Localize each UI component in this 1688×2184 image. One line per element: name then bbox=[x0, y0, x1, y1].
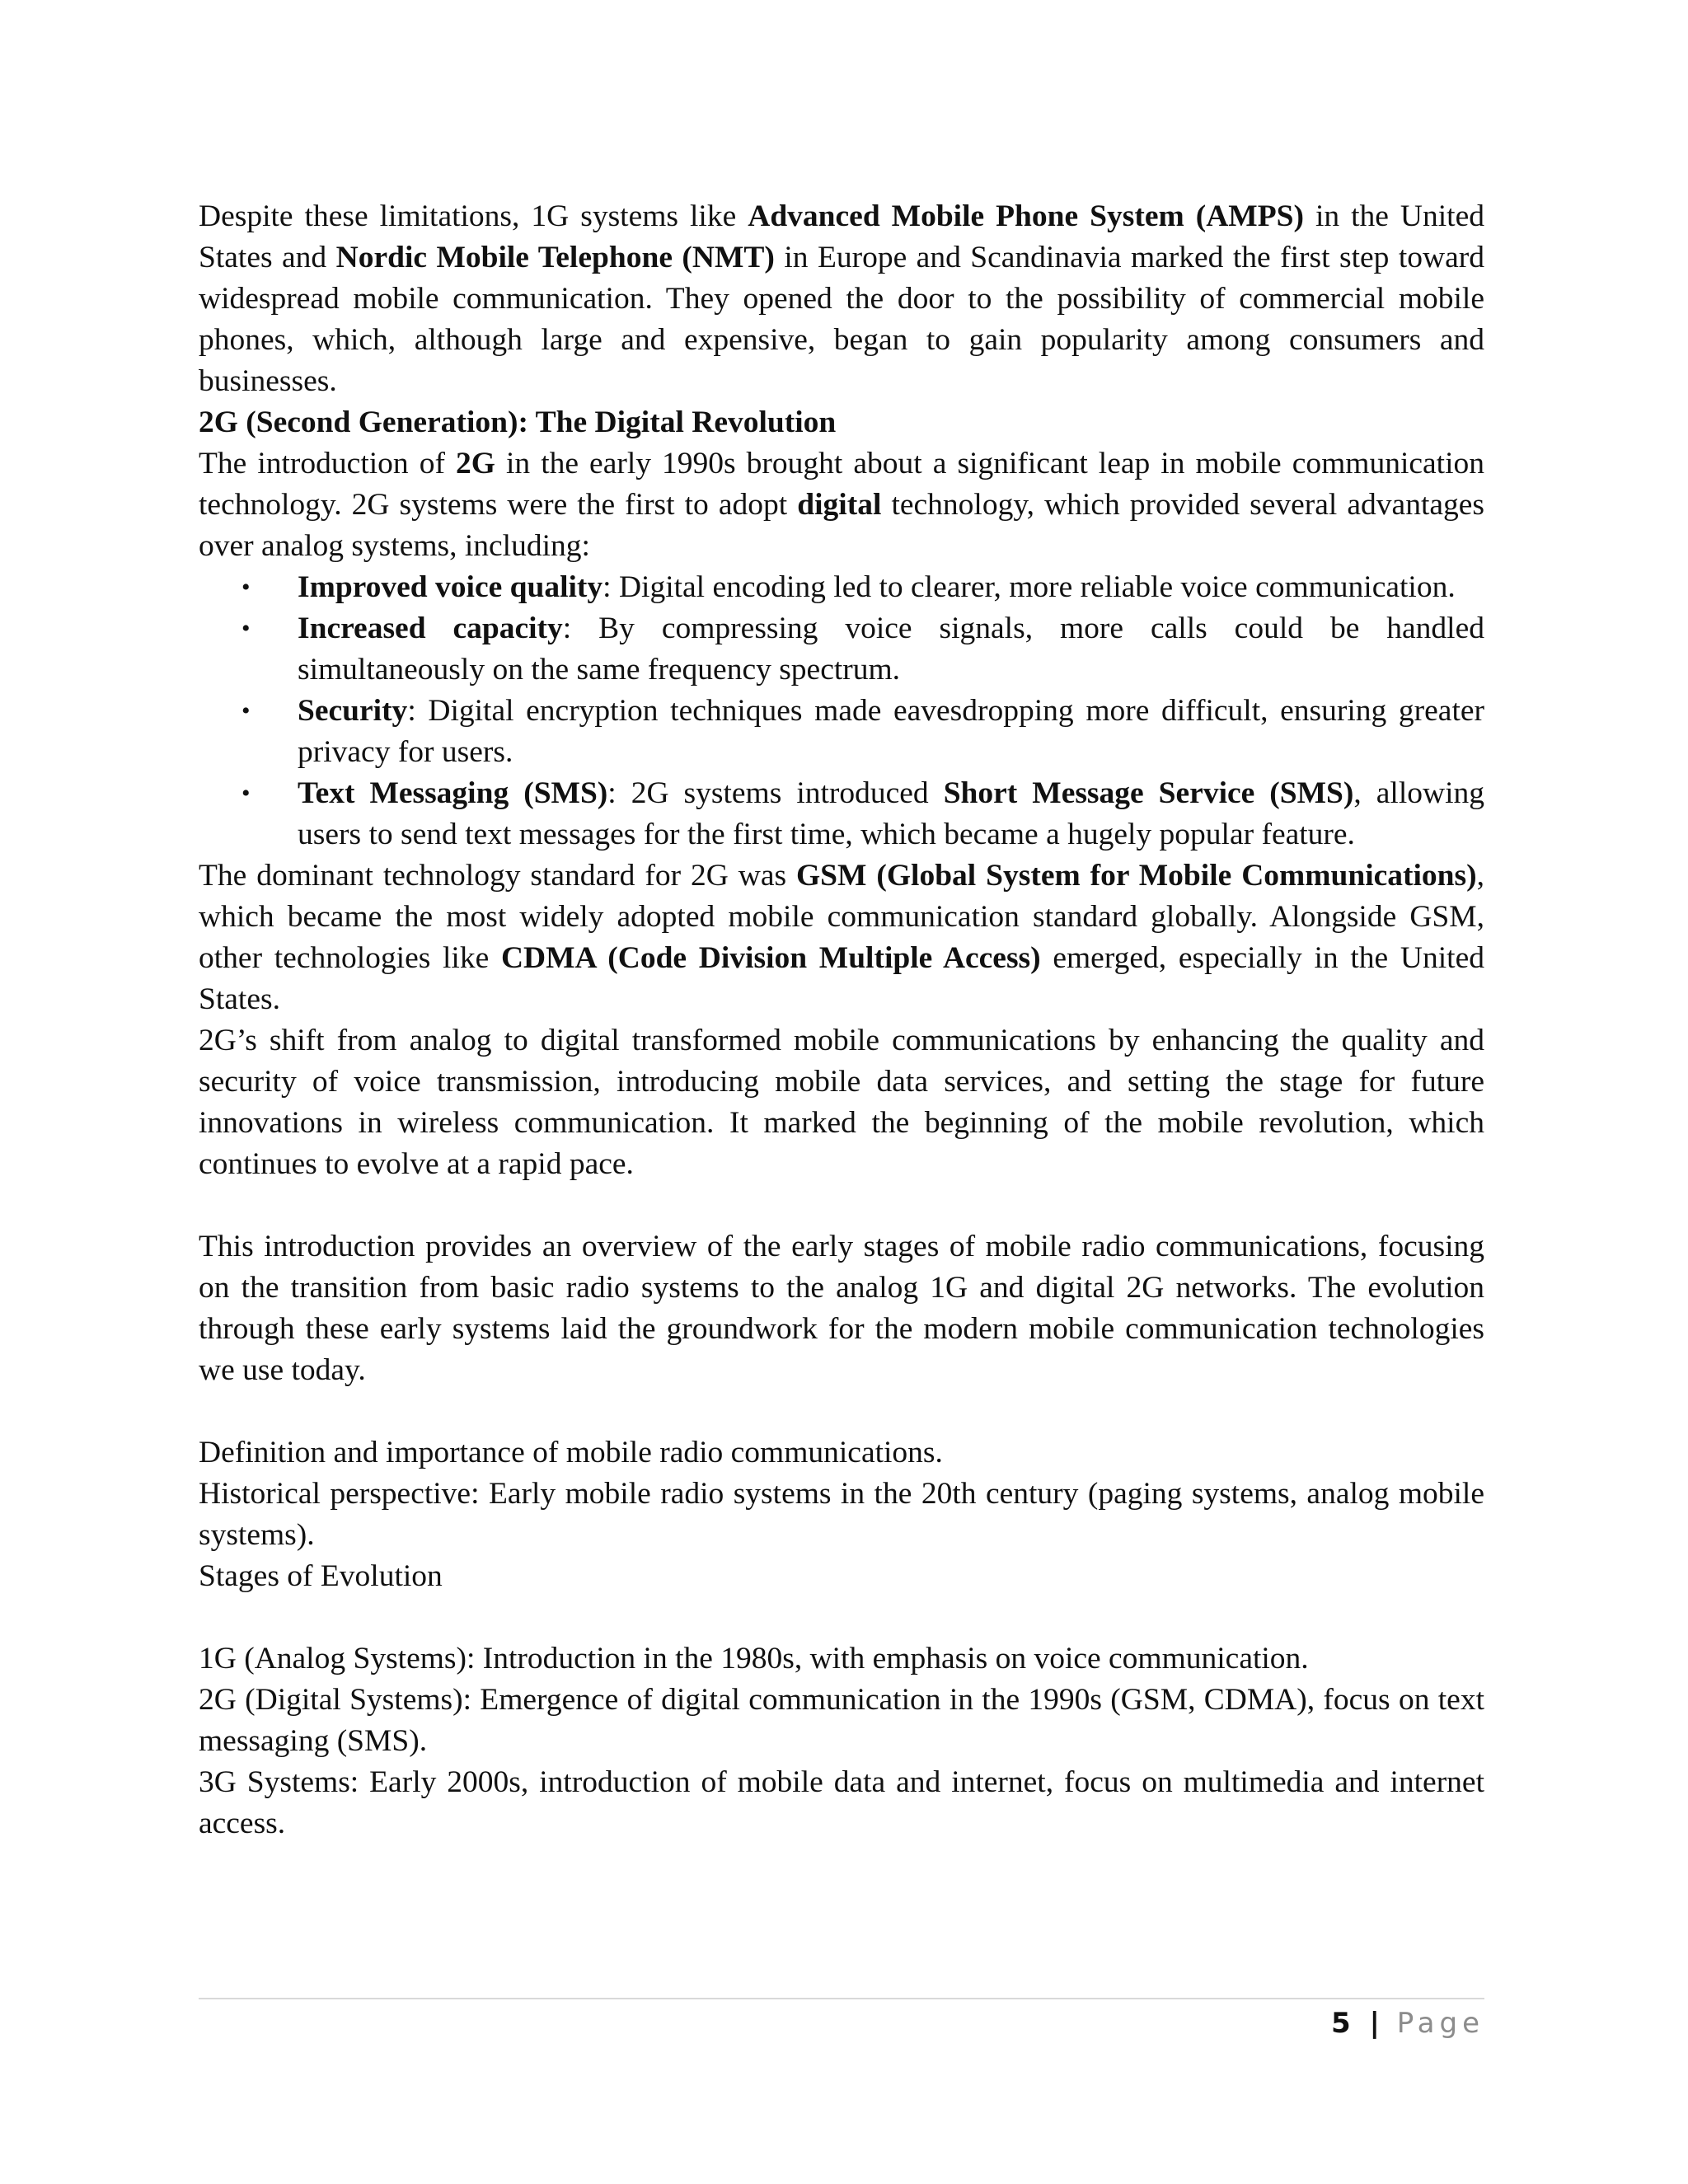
advantages-list bbox=[199, 567, 1484, 855]
bullet-icon: • bbox=[241, 615, 251, 642]
term-digital: digital bbox=[797, 488, 882, 522]
bullet-icon: • bbox=[241, 574, 251, 601]
paragraph-gsm-cdma: The dominant technology standard for 2G was GSM (Global System for Mobile Communications), which became the most widely adopted mobile communication standard globally. Alongside GSM, other technologies like CDMA (Code Division Multiple Access) emerged, especially in the United States. bbox=[199, 859, 1484, 1016]
paragraph-1g-systems: Despite these limitations, 1G systems like Advanced Mobile Phone System (AMPS) in the United States and Nordic Mobile Telephone (NMT) in Europe and Scandinavia marked the first step toward widespread mobile communication. They opened the door to the possibility of commercial mobile phones, which, although large and expensive, began to gain popularity among consumers and businesses. bbox=[199, 199, 1484, 398]
section-heading-2g: 2G (Second Generation): The Digital Revolution bbox=[199, 405, 837, 439]
term-amps: Advanced Mobile Phone System (AMPS) bbox=[748, 199, 1304, 233]
term-cdma: CDMA (Code Division Multiple Access) bbox=[500, 941, 1041, 975]
term-2g: 2G bbox=[456, 447, 495, 480]
paragraph-2g-shift: 2G’s shift from analog to digital transformed mobile communications by enhancing the quality and security of voice transmission, introducing mobile data services, and setting the stage for future innovations in wireless communication. It marked the beginning of the mobile revolution, which continues to evolve at a rapid pace. bbox=[199, 1024, 1484, 1181]
outline-3g: 3G Systems: Early 2000s, introduction of mobile data and internet, focus on multimedia and internet access. bbox=[199, 1765, 1484, 1840]
paragraph-introduction-overview: This introduction provides an overview of the early stages of mobile radio communications, focusing on the transition from basic radio systems to the analog 1G and digital 2G networks. The evolution through these early systems laid the groundwork for the modern mobile communication technologies we use today. bbox=[199, 1230, 1484, 1387]
footer-separator: | bbox=[1369, 2007, 1383, 2040]
blank-line bbox=[199, 1597, 1484, 1638]
page-footer bbox=[1331, 2003, 1484, 2044]
list-item: • Security: Digital encryption techniques made eavesdropping more difficult, ensuring greater privacy for users. bbox=[199, 691, 1484, 773]
outline-historical: Historical perspective: Early mobile radio systems in the 20th century (paging systems, analog mobile systems). bbox=[199, 1477, 1484, 1552]
term-nmt: Nordic Mobile Telephone (NMT) bbox=[335, 241, 775, 274]
outline-definition: Definition and importance of mobile radio communications. bbox=[199, 1436, 943, 1469]
list-item: • Improved voice quality: Digital encoding led to clearer, more reliable voice communication. bbox=[199, 567, 1484, 608]
list-item: • Text Messaging (SMS): 2G systems introduced Short Message Service (SMS), allowing users to send text messages for the first time, which became a hugely popular feature. bbox=[199, 773, 1484, 855]
term-gsm: GSM (Global System for Mobile Communications) bbox=[796, 859, 1477, 893]
footer-divider bbox=[199, 1998, 1484, 1999]
document-body bbox=[199, 196, 1484, 1844]
blank-line bbox=[199, 1185, 1484, 1226]
outline-stages: Stages of Evolution bbox=[199, 1559, 443, 1593]
paragraph-2g-intro: The introduction of 2G in the early 1990s brought about a significant leap in mobile communication technology. 2G systems were the first to adopt digital technology, which provided several advantages over analog systems, including: bbox=[199, 447, 1484, 563]
bullet-icon: • bbox=[241, 697, 251, 724]
page-label: Page bbox=[1396, 2007, 1484, 2040]
outline-1g: 1G (Analog Systems): Introduction in the 1980s, with emphasis on voice communication. bbox=[199, 1642, 1309, 1675]
page-number: 5 bbox=[1330, 2007, 1356, 2040]
list-item: • Increased capacity: By compressing voice signals, more calls could be handled simultaneously on the same frequency spectrum. bbox=[199, 608, 1484, 691]
outline-2g: 2G (Digital Systems): Emergence of digital communication in the 1990s (GSM, CDMA), focus on text messaging (SMS). bbox=[199, 1683, 1484, 1758]
bullet-icon: • bbox=[241, 780, 251, 807]
blank-line bbox=[199, 1391, 1484, 1432]
